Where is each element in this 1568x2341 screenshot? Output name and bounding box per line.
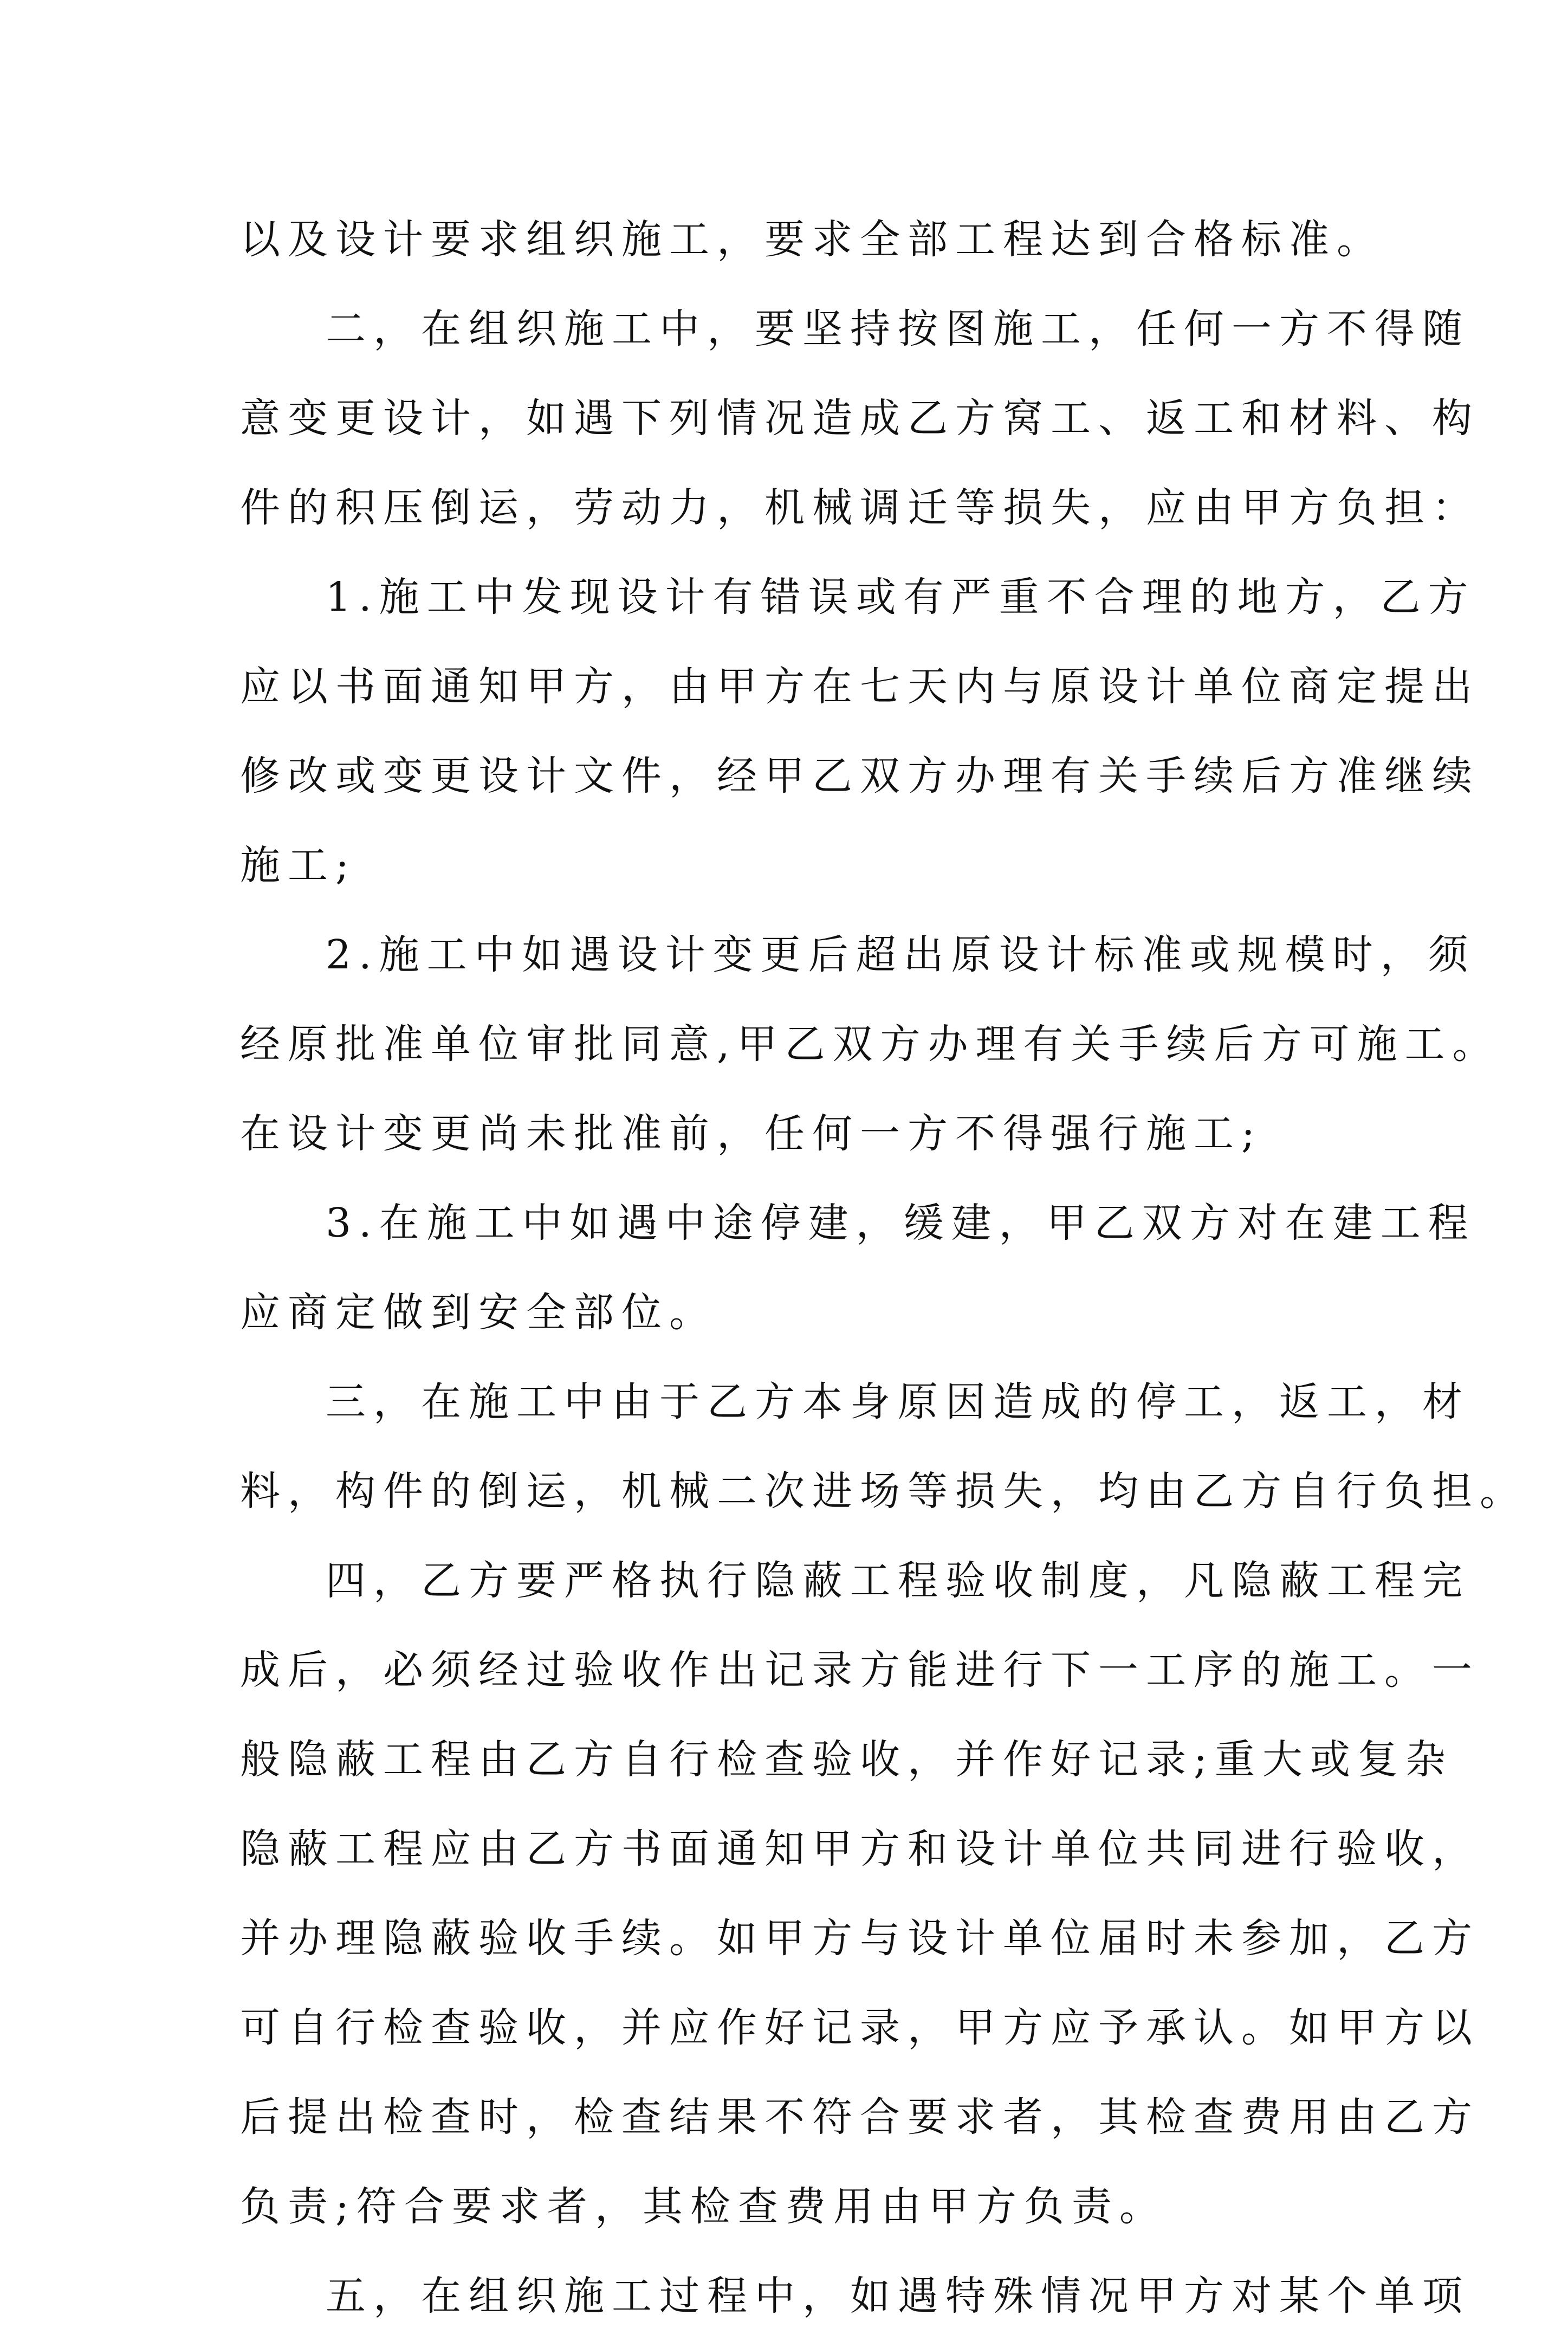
text-line: 五，在组织施工过程中，如遇特殊情况甲方对某个单项	[326, 2273, 1470, 2319]
text-line: 施工;	[240, 842, 357, 889]
text-line: 后提出检查时，检查结果不符合要求者，其检查费用由乙方	[240, 2094, 1480, 2140]
text-line: 负责;符合要求者，其检查费用由甲方负责。	[240, 2183, 1167, 2230]
text-line: 意变更设计，如遇下列情况造成乙方窝工、返工和材料、构	[240, 395, 1480, 442]
text-line: 修改或变更设计文件，经甲乙双方办理有关手续后方准继续	[240, 753, 1480, 799]
text-line: 隐蔽工程应由乙方书面通知甲方和设计单位共同进行验收，	[240, 1826, 1480, 1872]
text-line: 以及设计要求组织施工，要求全部工程达到合格标准。	[240, 216, 1384, 263]
text-line: 在设计变更尚未批准前，任何一方不得强行施工;	[240, 1110, 1262, 1157]
text-line: 1.施工中发现设计有错误或有严重不合理的地方，乙方	[326, 574, 1476, 620]
text-line: 料，构件的倒运，机械二次进场等损失，均由乙方自行负担。	[240, 1468, 1527, 1515]
text-line: 3.在施工中如遇中途停建，缓建，甲乙双方对在建工程	[326, 1200, 1476, 1246]
text-line: 可自行检查验收，并应作好记录，甲方应予承认。如甲方以	[240, 2004, 1480, 2051]
text-line: 四，乙方要严格执行隐蔽工程验收制度，凡隐蔽工程完	[326, 1557, 1470, 1604]
text-line: 二，在组织施工中，要坚持按图施工，任何一方不得随	[326, 306, 1470, 352]
text-line: 并办理隐蔽验收手续。如甲方与设计单位届时未参加，乙方	[240, 1915, 1480, 1962]
text-line: 三，在施工中由于乙方本身原因造成的停工，返工，材	[326, 1379, 1470, 1425]
text-line: 成后，必须经过验收作出记录方能进行下一工序的施工。一	[240, 1647, 1480, 1693]
text-line: 般隐蔽工程由乙方自行检查验收，并作好记录;重大或复杂	[240, 1736, 1453, 1783]
text-line: 2.施工中如遇设计变更后超出原设计标准或规模时，须	[326, 932, 1476, 978]
document-body	[240, 195, 1527, 2341]
text-line: 经原批准单位审批同意,甲乙双方办理有关手续后方可施工。	[240, 1021, 1500, 1068]
text-line: 件的积压倒运，劳动力，机械调迁等损失，应由甲方负担：	[240, 484, 1480, 531]
text-line: 应以书面通知甲方，由甲方在七天内与原设计单位商定提出	[240, 663, 1480, 710]
text-line: 应商定做到安全部位。	[240, 1289, 717, 1336]
